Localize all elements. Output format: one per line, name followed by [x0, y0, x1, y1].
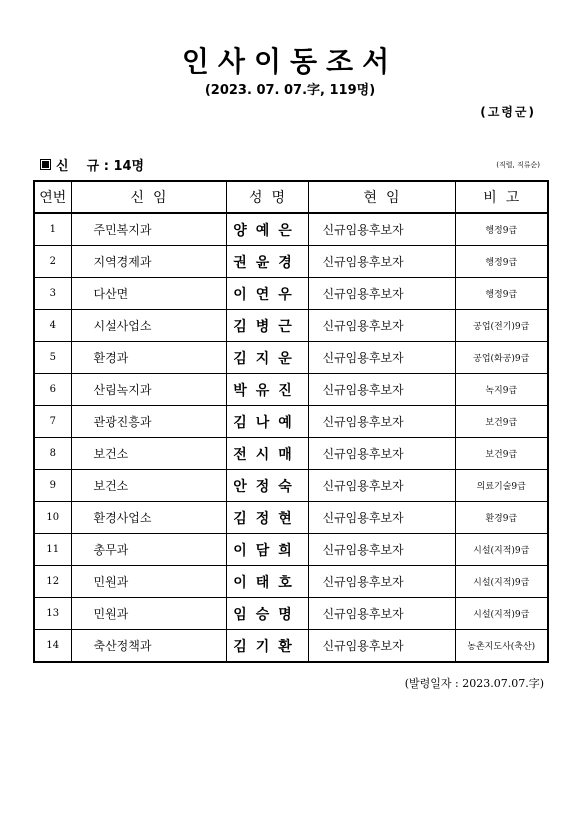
row-new-post: 총무과: [71, 534, 226, 566]
row-remarks: 행정9급: [455, 246, 548, 278]
row-name: 박유진: [226, 374, 308, 406]
row-new-post: 다산면: [71, 278, 226, 310]
row-new-post: 환경사업소: [71, 502, 226, 534]
row-number: 5: [34, 342, 71, 374]
row-number: 2: [34, 246, 71, 278]
column-header-name: 성 명: [226, 181, 308, 213]
row-current-post: 신규임용후보자: [308, 566, 455, 598]
row-new-post: 시설사업소: [71, 310, 226, 342]
row-number: 13: [34, 598, 71, 630]
table-row: [34, 630, 548, 663]
row-remarks: 시설(지적)9급: [455, 566, 548, 598]
row-remarks: 녹지9급: [455, 374, 548, 406]
row-number: 4: [34, 310, 71, 342]
table-row: [34, 374, 548, 406]
table-row: [34, 246, 548, 278]
row-number: 11: [34, 534, 71, 566]
table-row: [34, 502, 548, 534]
row-new-post: 축산정책과: [71, 630, 226, 663]
row-new-post: 민원과: [71, 598, 226, 630]
row-remarks: 의료기술9급: [455, 470, 548, 502]
row-new-post: 민원과: [71, 566, 226, 598]
row-remarks: 농촌지도사(축산): [455, 630, 548, 663]
row-name: 김기환: [226, 630, 308, 663]
row-number: 10: [34, 502, 71, 534]
table-row: [34, 598, 548, 630]
row-current-post: 신규임용후보자: [308, 438, 455, 470]
row-current-post: 신규임용후보자: [308, 374, 455, 406]
row-number: 9: [34, 470, 71, 502]
row-number: 14: [34, 630, 71, 663]
row-name: 김정현: [226, 502, 308, 534]
row-name: 안정숙: [226, 470, 308, 502]
row-number: 1: [34, 213, 71, 246]
table-row: [34, 566, 548, 598]
row-remarks: 보건9급: [455, 406, 548, 438]
row-remarks: 행정9급: [455, 213, 548, 246]
row-new-post: 보건소: [71, 470, 226, 502]
row-current-post: 신규임용후보자: [308, 534, 455, 566]
row-new-post: 주민복지과: [71, 213, 226, 246]
row-remarks: 공업(화공)9급: [455, 342, 548, 374]
row-name: 김나예: [226, 406, 308, 438]
row-remarks: 시설(지적)9급: [455, 534, 548, 566]
row-name: 이태호: [226, 566, 308, 598]
row-new-post: 환경과: [71, 342, 226, 374]
row-current-post: 신규임용후보자: [308, 213, 455, 246]
row-number: 7: [34, 406, 71, 438]
row-number: 6: [34, 374, 71, 406]
row-current-post: 신규임용후보자: [308, 310, 455, 342]
row-current-post: 신규임용후보자: [308, 502, 455, 534]
row-remarks: 행정9급: [455, 278, 548, 310]
personnel-table: [33, 180, 549, 663]
table-row: [34, 470, 548, 502]
row-current-post: 신규임용후보자: [308, 406, 455, 438]
section-heading: [40, 155, 144, 174]
row-remarks: 보건9급: [455, 438, 548, 470]
column-header-current-post: 현 임: [308, 181, 455, 213]
sort-legend: (직렬, 직류순): [496, 161, 540, 169]
row-new-post: 산림녹지과: [71, 374, 226, 406]
row-name: 김지운: [226, 342, 308, 374]
row-current-post: 신규임용후보자: [308, 246, 455, 278]
row-name: 양예은: [226, 213, 308, 246]
table-row: [34, 213, 548, 246]
issue-date: (발령일자 : 2023.07.07.字): [404, 677, 544, 690]
row-number: 8: [34, 438, 71, 470]
row-new-post: 보건소: [71, 438, 226, 470]
section-label: 신 규 : 14명: [56, 159, 145, 174]
page-title: 인사이동조서: [181, 45, 399, 78]
row-number: 3: [34, 278, 71, 310]
row-name: 이연우: [226, 278, 308, 310]
column-header-new-post: 신 임: [71, 181, 226, 213]
square-bullet-icon: [40, 159, 51, 170]
column-header-number: 연번: [34, 181, 71, 213]
row-name: 권윤경: [226, 246, 308, 278]
row-remarks: 환경9급: [455, 502, 548, 534]
row-current-post: 신규임용후보자: [308, 598, 455, 630]
table-row: [34, 342, 548, 374]
table-row: [34, 406, 548, 438]
row-current-post: 신규임용후보자: [308, 470, 455, 502]
row-remarks: 시설(지적)9급: [455, 598, 548, 630]
column-header-remarks: 비 고: [455, 181, 548, 213]
page-subtitle: (2023. 07. 07.字, 119명): [204, 83, 376, 98]
organization-label: (고령군): [480, 105, 536, 119]
table-row: [34, 534, 548, 566]
row-current-post: 신규임용후보자: [308, 342, 455, 374]
row-name: 이담희: [226, 534, 308, 566]
row-name: 전시매: [226, 438, 308, 470]
table-row: [34, 310, 548, 342]
row-current-post: 신규임용후보자: [308, 278, 455, 310]
row-new-post: 관광진흥과: [71, 406, 226, 438]
table-header-row: [34, 181, 548, 213]
row-new-post: 지역경제과: [71, 246, 226, 278]
row-current-post: 신규임용후보자: [308, 630, 455, 663]
row-number: 12: [34, 566, 71, 598]
table-row: [34, 278, 548, 310]
table-row: [34, 438, 548, 470]
row-name: 김병근: [226, 310, 308, 342]
row-remarks: 공업(전기)9급: [455, 310, 548, 342]
row-name: 임승명: [226, 598, 308, 630]
